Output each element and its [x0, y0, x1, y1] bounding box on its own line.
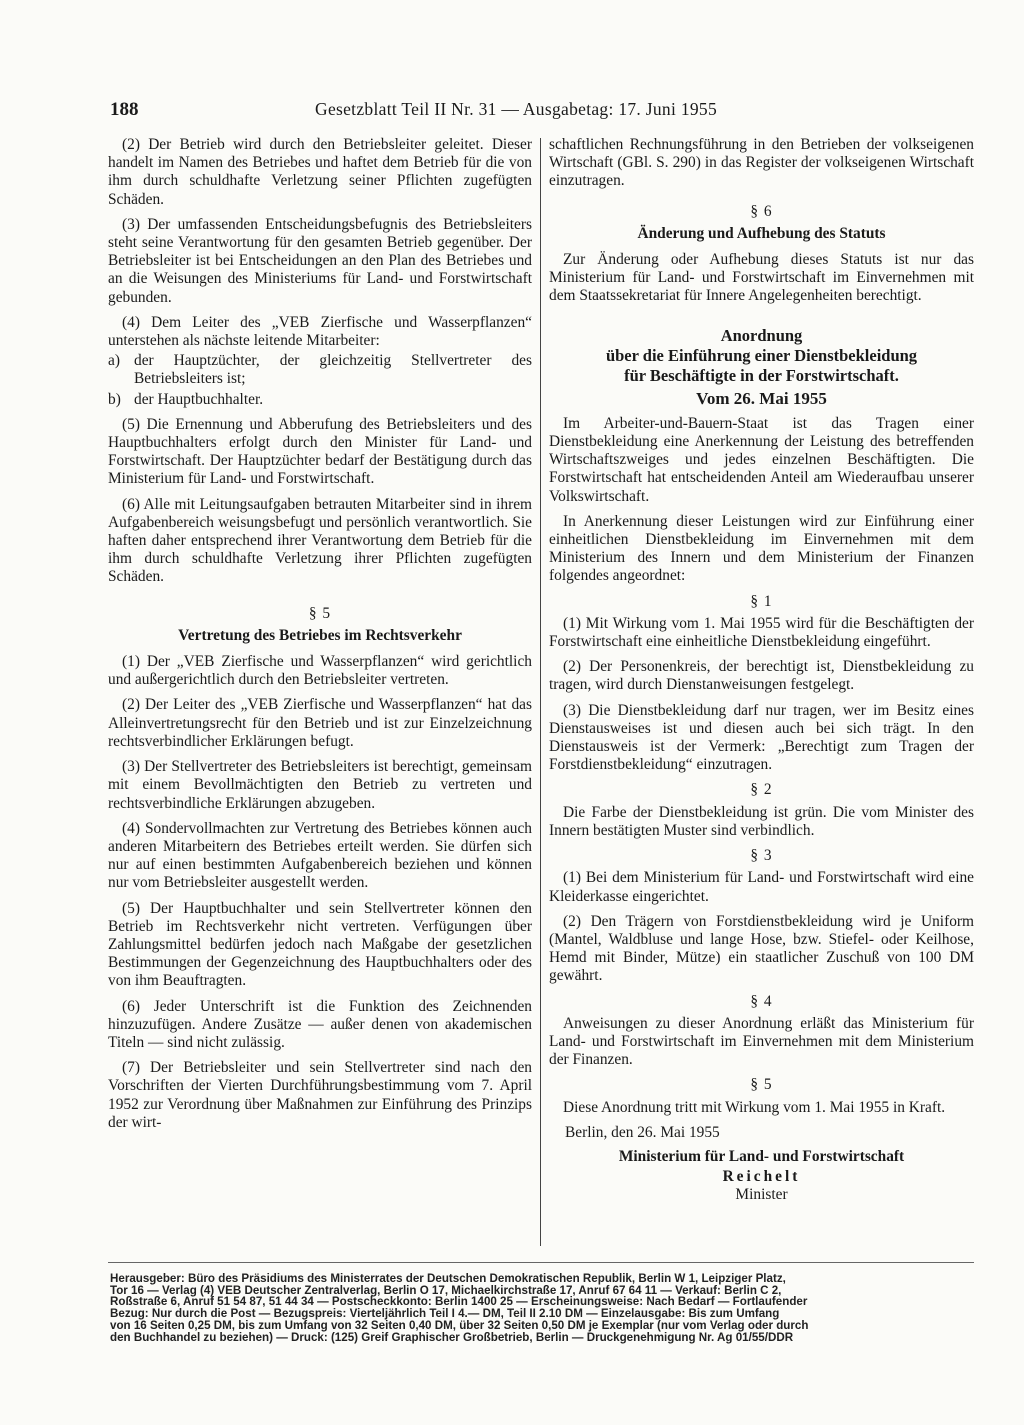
footer-line: den Buchhandel zu beziehen) — Druck: (125) Greif Graphischer Großbetrieb, Berlin — Druckgenehmigung Nr. Ag 01/55/DDR [110, 1330, 794, 1344]
running-title: Gesetzblatt Teil II Nr. 31 — Ausgabetag: 17. Juni 1955 [315, 99, 718, 119]
paragraph: (4) Sondervollmachten zur Vertretung des Betriebes können auch anderen Mitarbeitern des Betriebes erteilt werden. Sie dürfen sich nur auf einen bestimmten Aufgabenbereich beziehen und können nur vom Betriebsleiter ausgestellt werden. [108, 819, 532, 892]
paragraph: (4) Dem Leiter des „VEB Zierfische und Wasserpflanzen“ unterstehen als nächste leitende Mitarbeiter: [108, 313, 532, 350]
paragraph: (5) Die Ernennung und Abberufung des Betriebsleiters und des Hauptbuchhalters erfolgt durch den Minister für Land- und Forstwirtschaft. Der Hauptzüchter bedarf der Bestätigung durch das Ministerium für Land- und Forstwirtschaft. [108, 415, 532, 488]
paragraph: Zur Änderung oder Aufhebung dieses Statuts ist nur das Ministerium für Land- und Forstwirtschaft im Einvernehmen mit dem Staatssekretariat für Innere Angelegenheiten berechtigt. [549, 251, 974, 305]
paragraph: In Anerkennung dieser Leistungen wird zur Einführung einer einheitlichen Dienstbekleidung im Einvernehmen mit dem Ministerium des Innern und dem Ministerium der Finanzen folgendes angeordnet: [549, 512, 974, 585]
list-item-letter: a) [108, 352, 120, 370]
paragraph: Im Arbeiter-und-Bauern-Staat ist das Tragen einer Dienstbekleidung eine Anerkennung der Leistung des betreffenden Wirtschaftszweiges und jedes einzelnen Beschäftigten. Die Forstwirtschaft hat entscheidenden Anteil am Wiederaufbau unserer Volkswirtschaft. [549, 414, 974, 505]
list-item [108, 391, 532, 409]
signature-role: Minister [735, 1186, 788, 1204]
paragraph: (1) Bei dem Ministerium für Land- und Forstwirtschaft wird eine Kleiderkasse eingerichtet. [549, 869, 974, 905]
ordinance-heading [549, 326, 974, 386]
page-number: 188 [110, 99, 139, 120]
footer-rule [108, 1262, 974, 1263]
paragraph: (6) Alle mit Leitungsaufgaben betrauten Mitarbeiter sind in ihrem Aufgabenbereich weisungsbefugt und persönlich verantwortlich. Sie haften daher entsprechend ihrer Verantwortung dem Betrieb für die ihm durch schuldhafte Verletzung ihrer Pflichten zugefügten Schäden. [108, 495, 532, 586]
ordinance-heading-line: über die Einführung einer Dienstbekleidung [605, 345, 918, 365]
section-title: Änderung und Aufhebung des Statuts [637, 224, 886, 242]
section-mark: § 4 [750, 992, 773, 1010]
paragraph: schaftlichen Rechnungsführung in den Betrieben der volkseigenen Wirtschaft (GBl. S. 290) in das Register der volkseigenen Wirtschaft einzutragen. [549, 136, 974, 190]
footer-line: von 16 Seiten 0,25 DM, bis zum Umfang von 32 Seiten 0,40 DM, über 32 Seiten 0,50 DM je Exemplar (nur vom Verlag oder durch [110, 1318, 809, 1332]
paragraph: Anweisungen zu dieser Anordnung erläßt das Ministerium für Land- und Forstwirtschaft im Einvernehmen mit dem Ministerium der Finanzen. [549, 1014, 974, 1069]
left-column [108, 136, 532, 1139]
list-item-text: der Hauptzüchter, der gleichzeitig Stellvertreter des Betriebsleiters ist; [134, 352, 532, 388]
section-mark: § 6 [750, 202, 773, 220]
section-title: Vertretung des Betriebes im Rechtsverkehr [178, 626, 462, 644]
paragraph: (2) Der Personenkreis, der berechtigt ist, Dienstbekleidung zu tragen, wird durch Dienstanweisungen festgelegt. [549, 658, 974, 694]
list-item [108, 352, 532, 388]
footer-line: Bezug: Nur durch die Post — Bezugspreis: Vierteljährlich Teil I 4.— DM, Teil II 2.10 DM — Einzelausgabe: Bis zum Umfang [110, 1307, 780, 1321]
section-mark: § 2 [750, 781, 773, 799]
paragraph: (2) Den Trägern von Forstdienstbekleidung wird je Uniform (Mantel, Waldbluse und lange Hose, bzw. Stiefel- oder Keilhose, Hemd mit Binder, Mütze) ein staatlicher Zuschuß von 100 DM gewährt. [549, 912, 974, 985]
section-mark: § 5 [308, 604, 332, 622]
footer-line: Tor 16 — Verlag (4) VEB Deutscher Zentralverlag, Berlin O 17, Michaelkirchstraße 17, Anruf 67 64 11 — Verkauf: Berlin C 2, [110, 1283, 782, 1297]
publisher-footer [110, 1273, 974, 1343]
right-column [549, 136, 974, 1205]
ordinance-heading-line: für Beschäftigte in der Forstwirtschaft. [624, 365, 899, 385]
paragraph: (3) Die Dienstbekleidung darf nur tragen, wer im Besitz eines Dienstausweises ist und diesen auch bei sich trägt. In den Dienstausweis ist der Vermerk: „Berechtigt zum Tragen der Forstdienstbekleidung“ einzutragen. [549, 701, 974, 774]
section-mark: § 3 [750, 847, 773, 865]
signature-ministry: Ministerium für Land- und Forstwirtschaft [618, 1147, 905, 1165]
paragraph: (5) Der Hauptbuchhalter und sein Stellvertreter können den Betrieb im Rechtsverkehr nicht vertreten. Verfügungen über Zahlungsmittel bedürfen jedoch nach Maßgabe der gesetzlichen Bestimmungen der Gegenzeichnung des Hauptbuchhalters oder des von ihm Beauftragten. [108, 899, 532, 990]
section-mark: § 5 [750, 1076, 773, 1094]
signature-name: Reichelt [722, 1168, 801, 1186]
page-header [110, 99, 974, 123]
footer-line: Roßstraße 6, Anruf 51 54 87, 51 44 34 — Postscheckkonto: Berlin 1400 25 — Erscheinungsweise: Nach Bedarf — Fortlaufender [110, 1295, 808, 1309]
paragraph: (1) Der „VEB Zierfische und Wasserpflanzen“ wird gerichtlich und außergerichtlich durch den Betriebsleiter vertreten. [108, 653, 532, 689]
paragraph: (6) Jeder Unterschrift ist die Funktion des Zeichnenden hinzuzufügen. Andere Zusätze — außer denen von akademischen Titeln — sind nicht zulässig. [108, 997, 532, 1051]
paragraph: Diese Anordnung tritt mit Wirkung vom 1. Mai 1955 in Kraft. [563, 1098, 946, 1116]
footer-line: Herausgeber: Büro des Präsidiums des Ministerrates der Deutschen Demokratischen Republik, Berlin W 1, Leipziger Platz, [110, 1272, 786, 1285]
paragraph: (1) Mit Wirkung vom 1. Mai 1955 wird für die Beschäftigten der Forstwirtschaft eine einheitliche Dienstbekleidung eingeführt. [549, 614, 974, 651]
list-item-text: der Hauptbuchhalter. [134, 390, 264, 408]
place-date: Berlin, den 26. Mai 1955 [565, 1123, 720, 1141]
paragraph: (2) Der Leiter des „VEB Zierfische und Wasserpflanzen“ hat das Alleinvertretungsrecht für den Betrieb und ist zur Einzelzeichnung rechtsverbindlicher Erklärungen befugt. [108, 696, 532, 750]
paragraph: Die Farbe der Dienstbekleidung ist grün. Die vom Minister des Innern bestätigten Muster sind verbindlich. [549, 803, 974, 839]
ordinance-heading-line: Anordnung [720, 325, 803, 345]
paragraph: (2) Der Betrieb wird durch den Betriebsleiter geleitet. Dieser handelt im Namen des Betriebes und haftet dem Betrieb für die von ihm durch schuldhafte Verletzung seiner Pflichten zugefügten Schäden. [108, 136, 532, 208]
column-divider [540, 138, 541, 1246]
list-item-letter: b) [108, 390, 121, 408]
paragraph: (3) Der Stellvertreter des Betriebsleiters ist berechtigt, gemeinsam mit einem Bevollmächtigten den Betrieb zu vertreten und rechtsverbindliche Erklärungen abzugeben. [108, 758, 532, 812]
paragraph: (7) Der Betriebsleiter und sein Stellvertreter sind nach den Vorschriften der Vierten Durchführungsbestimmung vom 7. April 1952 zur Verordnung über Maßnahmen zur Einführung des Prinzips der wirt- [108, 1059, 532, 1131]
section-mark: § 1 [750, 592, 773, 610]
paragraph: (3) Der umfassenden Entscheidungsbefugnis des Betriebsleiters steht seine Verantwortung für den gesamten Betrieb gegenüber. Der Betriebsleiter ist bei Entscheidungen an den Plan des Betriebes und an die Weisungen des Ministeriums für Land- und Forstwirtschaft gebunden. [108, 215, 532, 306]
ordinance-date: Vom 26. Mai 1955 [696, 388, 827, 408]
